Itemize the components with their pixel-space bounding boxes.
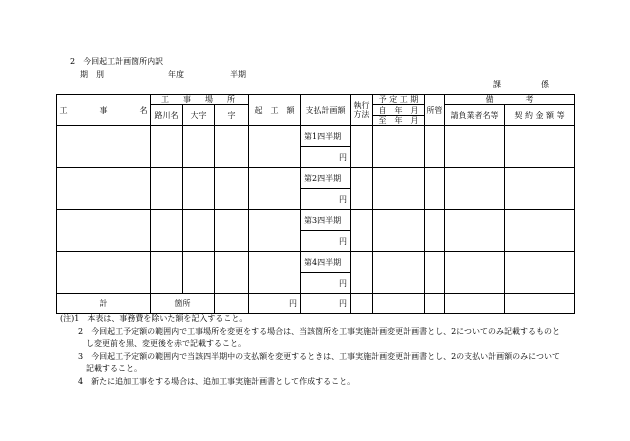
payment-cell: 第2四半期 [301, 168, 351, 189]
note-1: (注)1 本表は、事務費を除いた額を記入すること。 [60, 314, 248, 323]
total-row [57, 294, 575, 314]
section-label: 課 [493, 80, 501, 89]
header-method-line1: 執行 [353, 101, 370, 110]
header-site: 工 事 場 所 [151, 95, 249, 105]
payment-cell: 第1四半期 [301, 126, 351, 147]
payment-cell: 円 [301, 273, 351, 294]
table-row [57, 168, 575, 189]
header-route: 路川名 [151, 105, 183, 126]
note-3: 3 今回起工予定額の範囲内で当該四半期中の支払額を変更するときは、工事実施計画変更計画書とし、2の支払い計画額のみについて [78, 352, 561, 361]
header-oaza: 大字 [183, 105, 215, 126]
header-method-line2: 方法 [353, 110, 370, 119]
header-amount: 起 工 額 [249, 95, 301, 126]
header-contract-amount: 契 約 金 額 等 [505, 105, 575, 126]
header-office: 所管 [425, 95, 445, 126]
payment-cell: 円 [301, 231, 351, 252]
header-contractor: 請負業者名等 [445, 105, 505, 126]
note-3-cont: 記載すること。 [86, 364, 142, 373]
payment-cell: 円 [301, 147, 351, 168]
table-row [57, 210, 575, 231]
staff-label: 係 [541, 80, 549, 89]
header-work-name: 工 事 名 [57, 95, 151, 126]
construction-plan-table [56, 94, 575, 314]
total-label: 計 [57, 294, 151, 314]
section-title: 2 今回起工計画箇所内訳 [70, 57, 164, 66]
note-2: 2 今回起工予定額の範囲内で工事場所を変更をする場合は、当該箇所を工事実施計画変更計画書とし、2についてのみ記載するものと [78, 327, 561, 336]
note-4: 4 新たに追加工事をする場合は、追加工事実施計画書として作成すること。 [78, 377, 356, 386]
note-2-cont: し変更前を黒、変更後を赤で記載すること。 [86, 339, 246, 348]
total-amount-unit: 円 [249, 294, 301, 314]
payment-cell: 第4四半期 [301, 252, 351, 273]
header-remarks: 備 考 [445, 95, 575, 105]
total-payment-unit: 円 [301, 294, 351, 314]
header-schedule-from: 自 年 月 [373, 105, 425, 116]
table-row [57, 252, 575, 273]
table-row [57, 126, 575, 147]
header-payment: 支払計画額 [301, 95, 351, 126]
year-label: 年度 [168, 70, 184, 79]
half-label: 半期 [230, 70, 246, 79]
payment-cell: 第3四半期 [301, 210, 351, 231]
header-schedule-to: 至 年 月 [373, 116, 425, 126]
period-label: 期 別 [80, 70, 104, 79]
payment-cell: 円 [301, 189, 351, 210]
header-aza: 字 [215, 105, 249, 126]
header-schedule: 予 定 工 期 [373, 95, 425, 105]
total-places: 箇所 [151, 294, 215, 314]
header-method [351, 95, 373, 126]
